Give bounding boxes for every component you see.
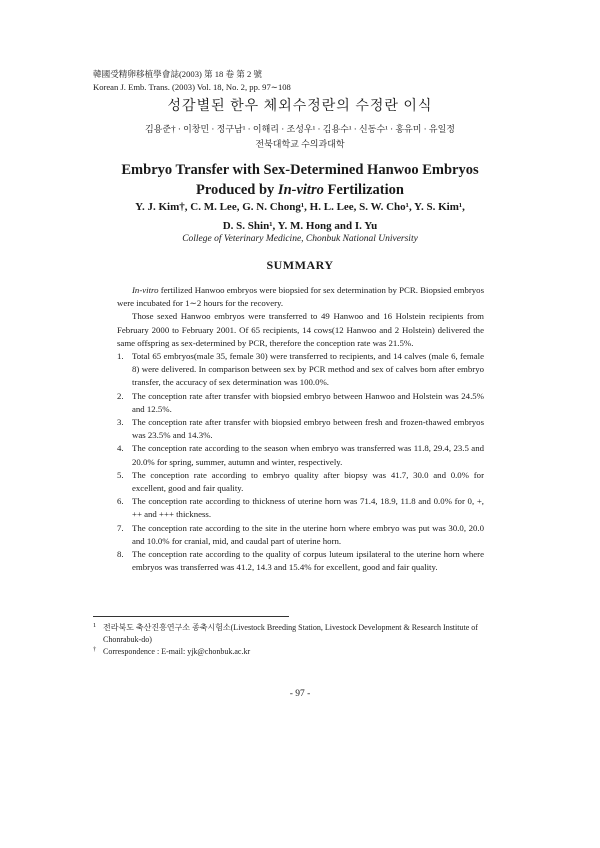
english-title-line2: [0, 180, 600, 200]
list-item-text: Total 65 embryos(male 35, female 30) were transferred to recipients, and 14 calves (male 6, female 8) were delivered. In comparison between sex by PCR method and sex of calves born after embryo transfer, the accuracy of sex determination was 100.0%.: [132, 351, 484, 388]
english-title: [0, 160, 600, 200]
journal-line-english: Korean J. Emb. Trans. (2003) Vol. 18, No. 2, pp. 97∼108: [93, 82, 291, 92]
footnote-text: 전라북도 축산진흥연구소 종축시험소(Livestock Breeding Station, Livestock Development & Research Institute of Chonrabuk-do): [103, 623, 478, 644]
page-number: - 97 -: [289, 689, 311, 699]
summary-list-item: [117, 416, 484, 442]
footnote-mark: 1: [93, 622, 97, 629]
list-item-number: 5.: [117, 469, 124, 480]
summary-paragraph-1: [117, 284, 484, 310]
list-item-text: The conception rate after transfer with biopsied embryo between Hanwoo and Holstein was 24.5% and 12.5%.: [132, 390, 484, 414]
journal-header: [93, 68, 291, 94]
footnote-text: Correspondence : E-mail: yjk@chonbuk.ac.kr: [103, 647, 251, 656]
list-item-number: 8.: [117, 549, 124, 560]
para1-italic: In-vitro: [132, 285, 159, 295]
footnote-item: [93, 646, 508, 658]
english-authors-line1: Y. J. Kim†, C. M. Lee, G. N. Chong¹, H. L. Lee, S. W. Cho¹, Y. S. Kim¹,: [135, 201, 465, 213]
list-item-text: The conception rate according to the site in the uterine horn where embryo was put was 30.0, 20.0 and 10.0% for cranial, mid, and caudal part of uterine horn.: [132, 522, 484, 546]
list-item-number: 7.: [117, 522, 124, 533]
summary-list-item: [117, 469, 484, 495]
list-item-text: The conception rate according to thickness of uterine horn was 71.4, 18.9, 11.8 and 0.0% for 0, +, ++ and +++ thickness.: [132, 496, 484, 520]
english-affiliation: College of Veterinary Medicine, Chonbuk National University: [182, 234, 418, 244]
footnote-item: [93, 622, 508, 646]
korean-title: 성감별된 한우 체외수정란의 수정란 이식: [167, 99, 433, 114]
footnotes: [93, 622, 508, 658]
summary-heading: SUMMARY: [266, 258, 334, 272]
title-post: Fertilization: [323, 182, 404, 198]
summary-results-list: [117, 350, 484, 574]
summary-list-item: [117, 548, 484, 574]
list-item-number: 3.: [117, 417, 124, 428]
footnote-divider: [93, 616, 289, 617]
english-title-line1: Embryo Transfer with Sex-Determined Hanwoo Embryos: [121, 162, 479, 178]
summary-list-item: [117, 390, 484, 416]
summary-list-item: [117, 350, 484, 390]
list-item-text: The conception rate according to the quality of corpus luteum ipsilateral to the uterine horn where embryos was transferred was 41.2, 14.3 and 15.4% for excellent, good and fair quality.: [132, 549, 484, 573]
list-item-text: The conception rate according to the season when embryo was transferred was 11.8, 29.4, 23.5 and 20.0% for spring, summer, autumn and winter, respectively.: [132, 443, 484, 467]
para1-text: fertilized Hanwoo embryos were biopsied for sex determination by PCR. Biopsied embryos were incubated for 1∼2 hours for the recovery.: [117, 285, 484, 309]
list-item-number: 2.: [117, 390, 124, 401]
footnote-mark: †: [93, 646, 97, 653]
list-item-number: 4.: [117, 443, 124, 454]
list-item-text: The conception rate after transfer with biopsied embryo between fresh and frozen-thawed embryos was 23.5% and 14.3%.: [132, 417, 484, 441]
list-item-number: 1.: [117, 351, 124, 362]
summary-list-item: [117, 522, 484, 548]
list-item-text: The conception rate according to embryo quality after biopsy was 41.7, 30.0 and 0.0% for excellent, good and fair quality.: [132, 469, 484, 494]
journal-line-korean: 韓國受精卵移植學會誌(2003) 第 18 卷 第 2 號: [93, 69, 263, 79]
title-pre: Produced by: [196, 182, 278, 198]
list-item-number: 6.: [117, 496, 124, 507]
english-authors: [0, 198, 600, 236]
summary-list-item: [117, 442, 484, 468]
summary-body: [117, 284, 484, 574]
english-authors-line2: D. S. Shin¹, Y. M. Hong and I. Yu: [222, 220, 378, 232]
korean-authors: 김용준† · 이창민 · 정구남¹ · 이해리 · 조성우¹ · 김용수¹ · 신동수¹ · 홍유미 · 유일정: [144, 124, 455, 134]
summary-list-item: [117, 495, 484, 521]
korean-affiliation: 전북대학교 수의과대학: [255, 139, 345, 149]
summary-paragraph-2: Those sexed Hanwoo embryos were transferred to 49 Hanwoo and 16 Holstein recipients from February 2000 to February 2001. Of 65 recipients, 14 cows(12 Hanwoo and 2 Holstein) delivered the same offspring as sex-determined by PCR, therefore the conception rate was 21.5%.: [117, 311, 484, 348]
title-italic: In-vitro: [277, 182, 324, 198]
